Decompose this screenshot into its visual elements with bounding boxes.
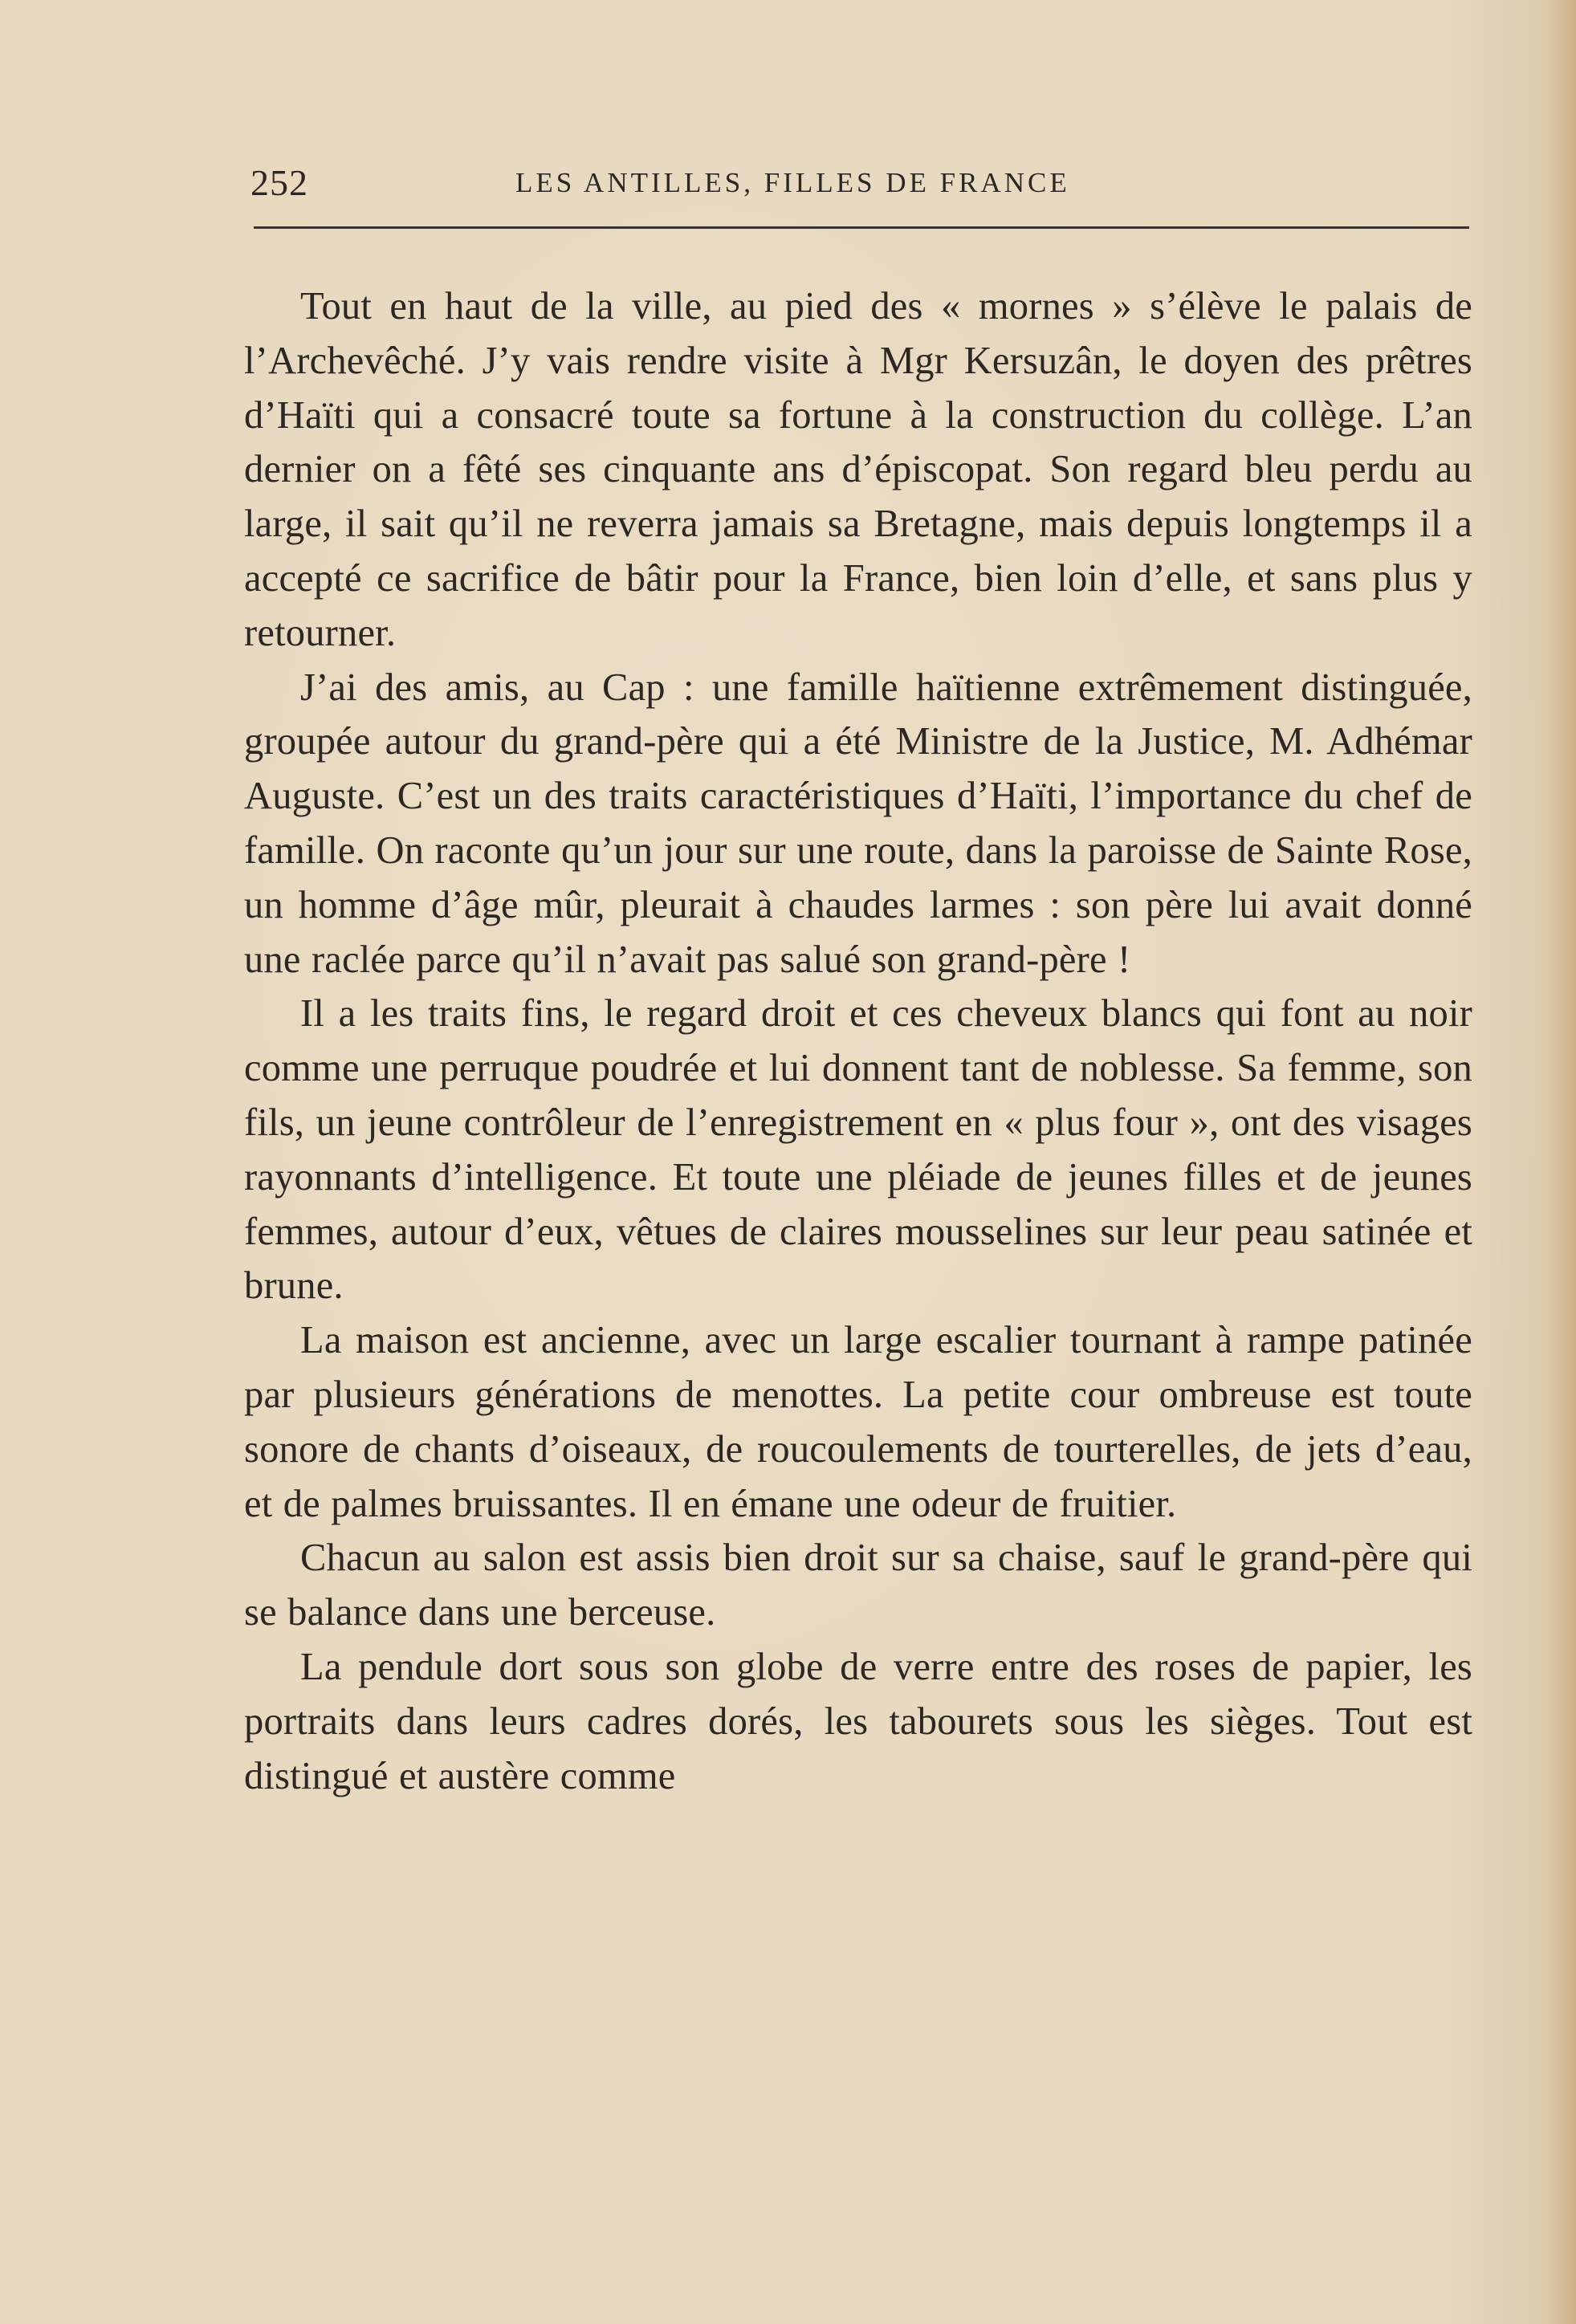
paragraph-maison: La maison est ancienne, avec un large escalier tournant à rampe patinée par plusieurs générations de menottes. La petite cour ombreuse est toute sonore de chants d’oiseaux, de roucoulements de tourterelles, de jets d’eau, et de palmes bruissantes. Il en émane une odeur de fruitier.	[244, 1319, 1472, 1525]
paragraph-pendule: La pendule dort sous son globe de verre entre des roses de papier, les portraits dans leurs cadres dorés, les tabourets sous les sièges. Tout est distingué et austère comme	[244, 1645, 1472, 1797]
body-text	[244, 279, 1472, 2190]
header-rule	[254, 226, 1469, 229]
paragraph-famille-auguste: J’ai des amis, au Cap : une famille haïtienne extrêmement distinguée, groupée autour du grand-père qui a été Ministre de la Justice, M. Adhémar Auguste. C’est un des traits caractéristiques d’Haïti, l’importance du chef de famille. On raconte qu’un jour sur une route, dans la paroisse de Sainte Rose, un homme d’âge mûr, pleurait à chaudes larmes : son père lui avait donné une raclée parce qu’il n’avait pas salué son grand-père !	[244, 665, 1472, 981]
page-edge-shadow	[1544, 0, 1576, 2324]
page-number: 252	[250, 162, 308, 203]
paragraph-grand-pere: Il a les traits fins, le regard droit et ces cheveux blancs qui font au noir comme une perruque poudrée et lui donnent tant de noblesse. Sa femme, son fils, un jeune contrôleur de l’enregistrement en « plus four », ont des visages rayonnants d’intelligence. Et toute une pléiade de jeunes filles et de jeunes femmes, autour d’eux, vêtues de claires mousselines sur leur peau satinée et brune.	[244, 992, 1472, 1308]
paragraph-salon: Chacun au salon est assis bien droit sur sa chaise, sauf le grand-père qui se balance dans une berceuse.	[244, 1536, 1472, 1634]
running-head	[250, 157, 1469, 209]
paragraph-archeveche: Tout en haut de la ville, au pied des « mornes » s’élève le palais de l’Archevêché. J’y vais rendre visite à Mgr Kersuzân, le doyen des prêtres d’Haïti qui a consacré toute sa fortune à la construction du collège. L’an dernier on a fêté ses cinquante ans d’épiscopat. Son regard bleu perdu au large, il sait qu’il ne reverra jamais sa Bretagne, mais depuis longtemps il a accepté ce sacrifice de bâtir pour la France, bien loin d’elle, et sans plus y retourner.	[244, 285, 1472, 654]
running-title: LES ANTILLES, FILLES DE FRANCE	[515, 167, 1070, 198]
